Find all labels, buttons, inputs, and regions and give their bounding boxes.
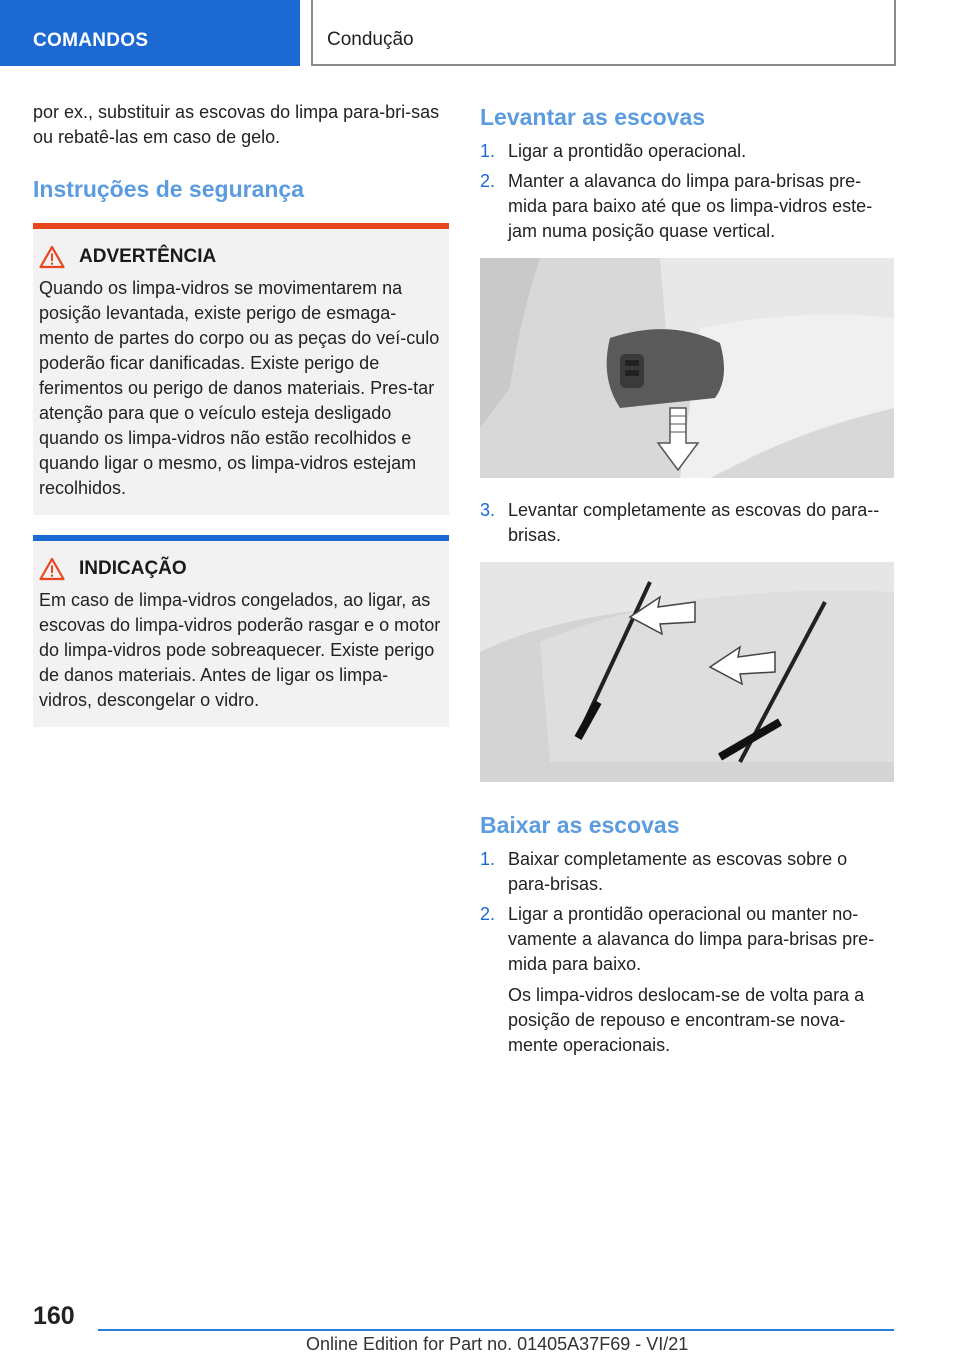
page-number: 160 xyxy=(33,1302,75,1330)
warning-text: Quando os limpa-vidros se movimentarem na posição levantada, existe perigo de esmaga-mento de partes do corpo ou as peças do veí-culo poderão ficar danificadas. Existe perigo de ferimentos ou perigo de danos materiais. Pres-tar atenção para que o veículo esteja desligado quando os limpa-vidros não estão recolhidos e quando ligar o mesmo, os limpa-vidros estejam recolhidos. xyxy=(39,278,440,498)
intro-text: por ex., substituir as escovas do limpa para-bri-sas ou rebatê-las em caso de gelo. xyxy=(33,102,440,147)
step-number: 1. xyxy=(480,141,496,161)
step-text: Levantar completamente as escovas do para--brisas. xyxy=(508,500,880,545)
section-tab[interactable]: COMANDOS xyxy=(0,0,300,66)
raise-steps xyxy=(480,139,894,244)
footer-edition[interactable]: Online Edition for Part no. 01405A37F69 - VI/21 xyxy=(306,1334,689,1354)
notice-title: INDICAÇÃO xyxy=(79,558,187,579)
right-column xyxy=(480,100,894,1058)
list-item xyxy=(480,498,894,548)
raise-steps-continued xyxy=(480,498,894,548)
figure-wiper-raise xyxy=(480,562,894,782)
warning-box xyxy=(33,223,449,515)
notice-box xyxy=(33,535,449,727)
list-item xyxy=(480,902,894,977)
step-number: 2. xyxy=(480,904,496,924)
raise-heading: Levantar as escovas xyxy=(480,104,706,130)
step-text: Manter a alavanca do limpa para-brisas pre-mida para baixo até que os limpa-vidros este-jam numa posição quase vertical. xyxy=(508,171,873,241)
step-number: 2. xyxy=(480,171,496,191)
left-column xyxy=(33,100,449,727)
footer-divider xyxy=(98,1329,894,1331)
notice-triangle-icon xyxy=(39,555,79,583)
list-item xyxy=(480,169,894,244)
warning-triangle-icon xyxy=(39,243,79,271)
step-number: 1. xyxy=(480,849,496,869)
step-number: 3. xyxy=(480,500,496,520)
step-text: Baixar completamente as escovas sobre o para-brisas. xyxy=(508,849,848,894)
figure-wiper-lever xyxy=(480,258,894,478)
list-item xyxy=(480,847,894,897)
page-header xyxy=(0,0,960,66)
step-text: Ligar a prontidão operacional ou manter no-vamente a alavanca do limpa para-brisas pre-mida para baixo. xyxy=(508,904,875,974)
lower-note: Os limpa-vidros deslocam-se de volta para a posição de repouso e encontram-se nova-mente operacionais. xyxy=(508,985,865,1055)
lower-steps xyxy=(480,847,894,977)
notice-text: Em caso de limpa-vidros congelados, ao ligar, as escovas do limpa-vidros poderão rasgar e o motor do limpa-vidros pode sobreaquecer. Existe perigo de danos materiais. Antes de ligar os limpa-vidros, descongelar o vidro. xyxy=(39,590,441,710)
list-item xyxy=(480,139,894,164)
lower-heading: Baixar as escovas xyxy=(480,812,680,838)
chapter-title[interactable]: Condução xyxy=(311,0,896,66)
step-text: Ligar a prontidão operacional. xyxy=(508,141,747,161)
warning-title: ADVERTÊNCIA xyxy=(79,246,217,267)
safety-heading: Instruções de segurança xyxy=(33,176,304,202)
